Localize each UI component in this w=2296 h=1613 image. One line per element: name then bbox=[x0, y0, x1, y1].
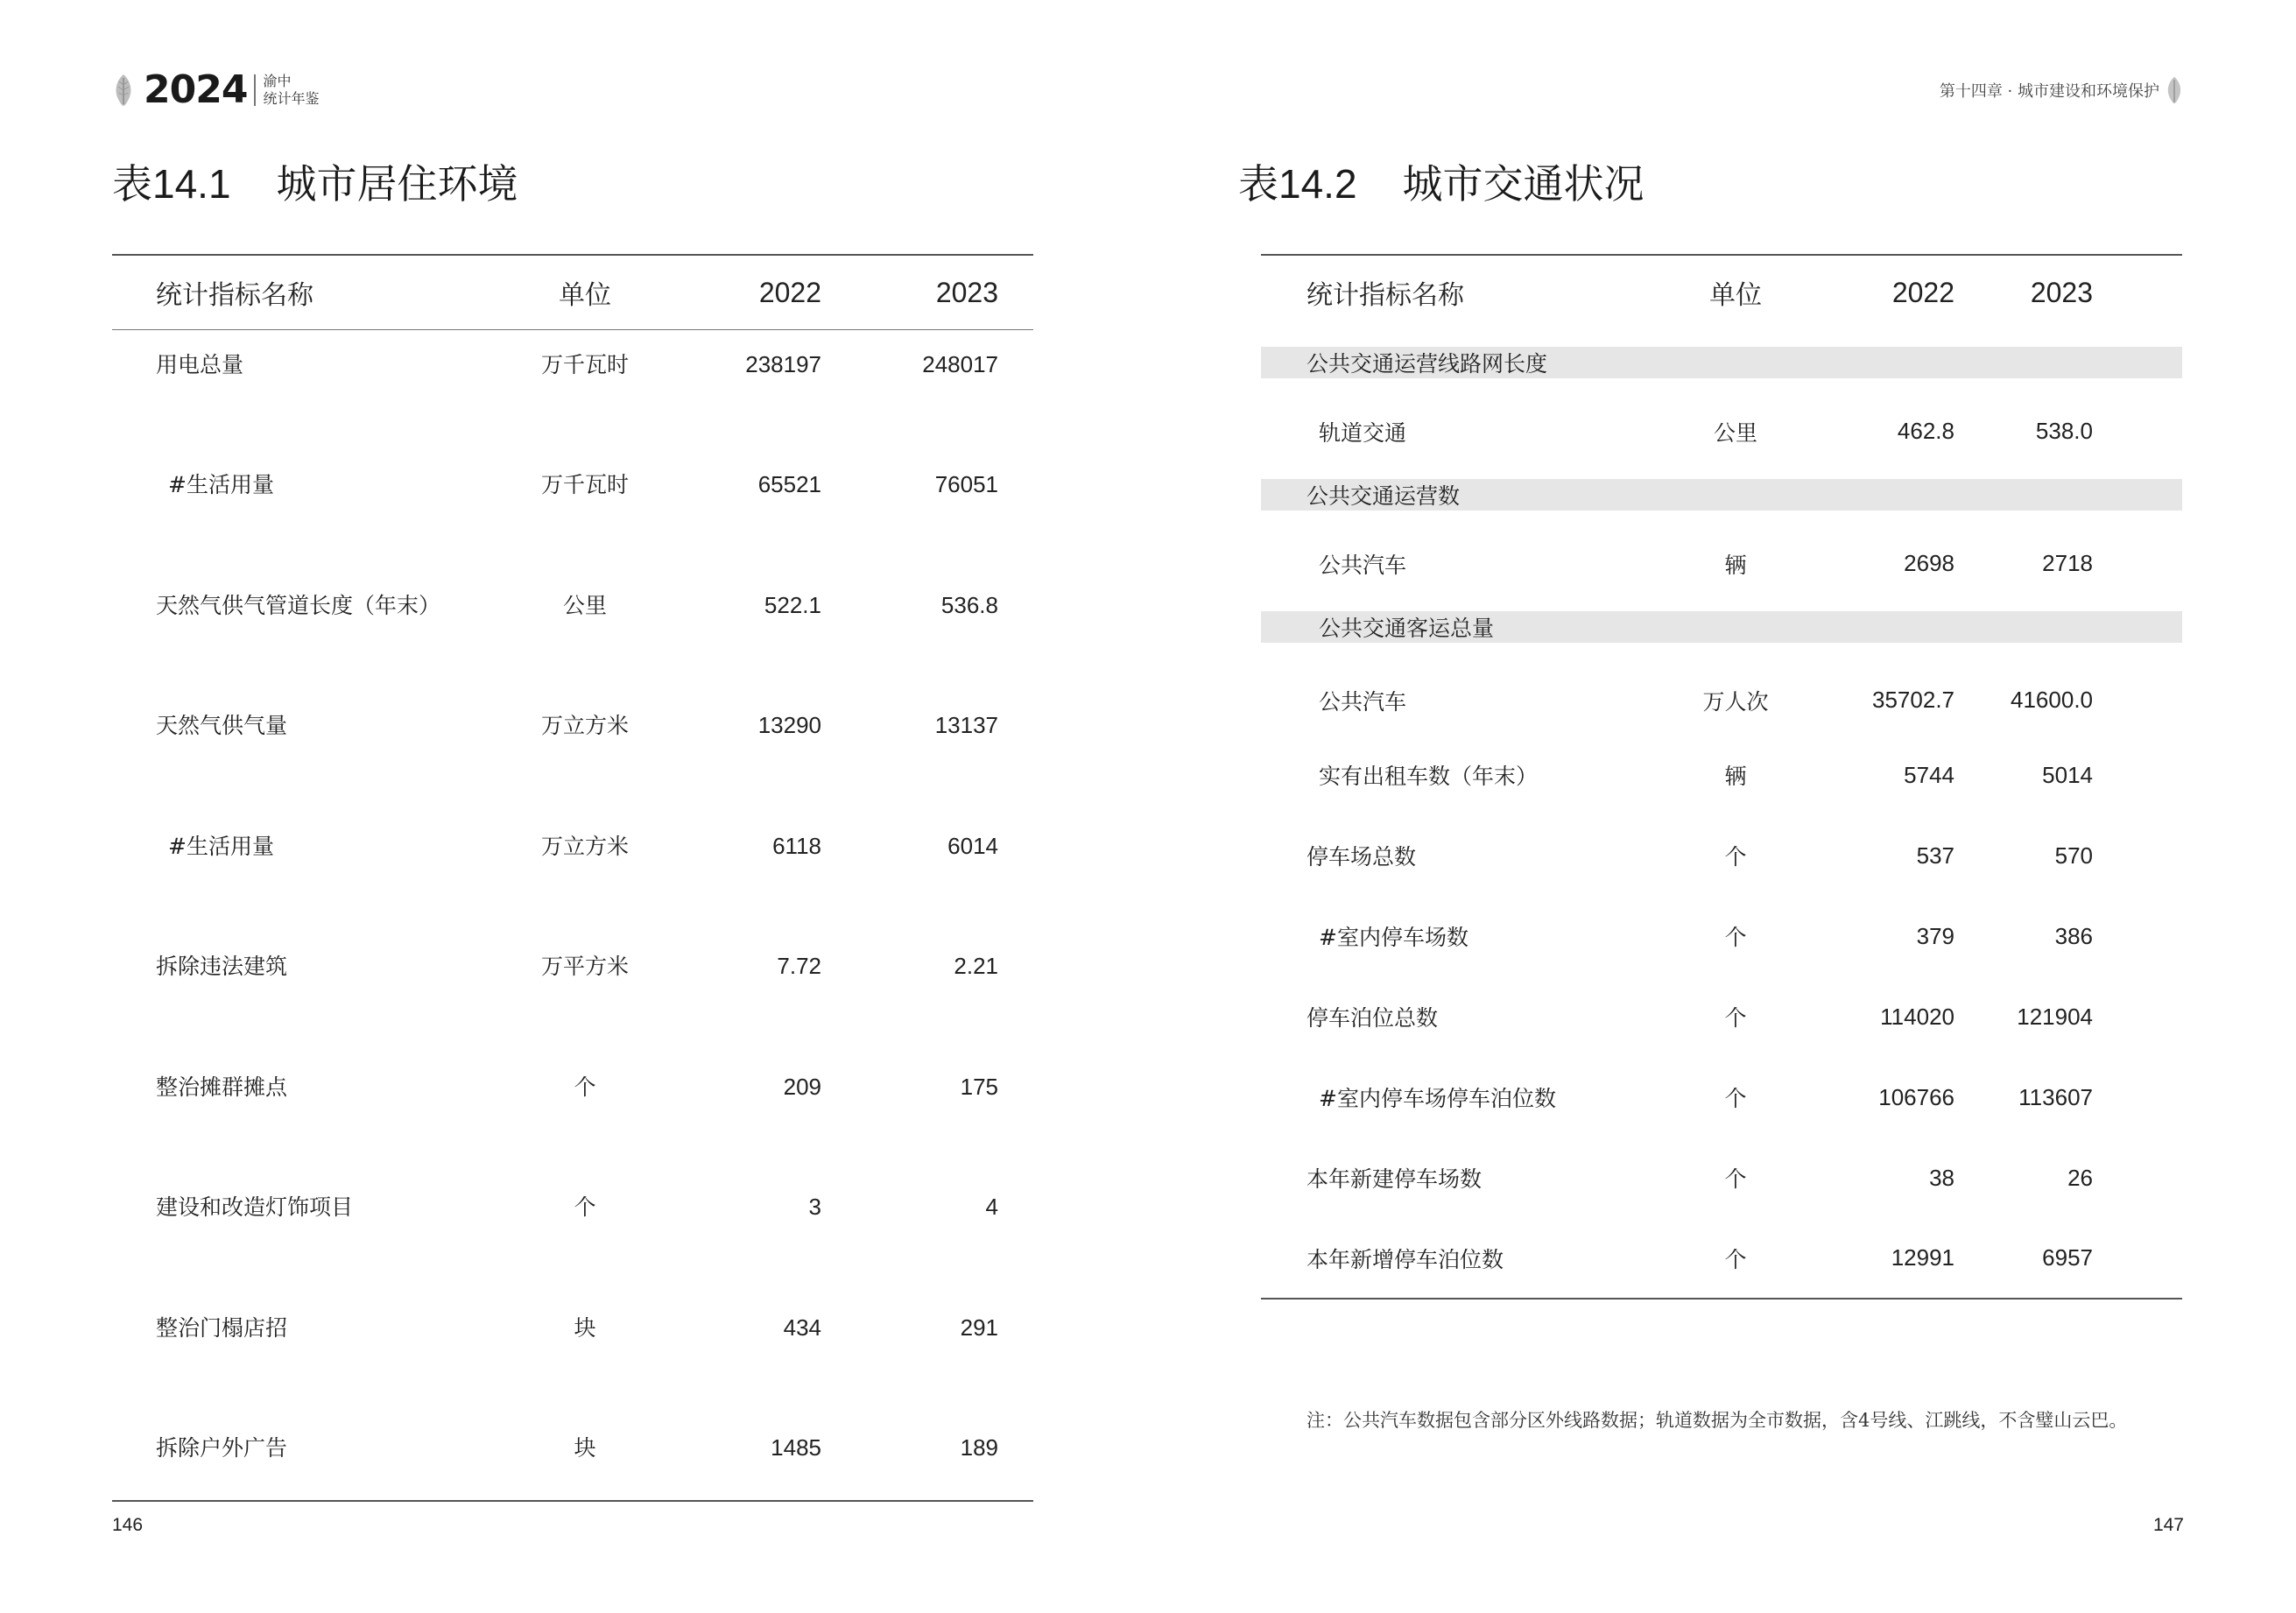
leaf-ornament-icon bbox=[2165, 75, 2184, 105]
row-value-2022: 522.1 bbox=[764, 591, 821, 618]
col-2023: 2023 bbox=[2030, 276, 2093, 308]
row-name: 公共汽车 bbox=[1319, 688, 1407, 715]
row-unit: 万平方米 bbox=[540, 954, 629, 979]
row-unit: 个 bbox=[1724, 925, 1747, 950]
table-row bbox=[1261, 390, 2182, 470]
row-name: 整治摊群摊点 bbox=[156, 1074, 288, 1100]
row-unit: 辆 bbox=[1724, 552, 1747, 578]
row-unit: 公里 bbox=[562, 592, 607, 618]
row-value-2022: 13290 bbox=[757, 712, 821, 738]
row-unit: 个 bbox=[574, 1194, 596, 1220]
row-value-2023: 2718 bbox=[2042, 550, 2093, 576]
group-label: 公共交通运营数 bbox=[1306, 470, 2182, 522]
table-14-1 bbox=[112, 254, 1033, 1502]
row-value-2022: 462.8 bbox=[1897, 418, 1954, 444]
row-name: 天然气供气量 bbox=[156, 713, 288, 738]
table-footnote: 注：公共汽车数据包含部分区外线路数据；轨道数据为全市数据，含4号线、江跳线，不含璧山云巴。 bbox=[1306, 1410, 2128, 1431]
row-unit: 万千瓦时 bbox=[540, 472, 629, 497]
row-unit: 块 bbox=[574, 1314, 596, 1341]
row-name: 实有出租车数（年末） bbox=[1319, 764, 1539, 789]
table-row bbox=[1261, 1057, 2182, 1138]
table-row bbox=[1261, 522, 2182, 602]
row-value-2022: 6118 bbox=[772, 832, 821, 859]
row-name: 建设和改造灯饰项目 bbox=[156, 1194, 354, 1220]
page-number-right: 147 bbox=[2152, 1515, 2184, 1535]
row-value-2023: 26 bbox=[2067, 1164, 2093, 1191]
table-row bbox=[112, 571, 1033, 692]
row-unit: 个 bbox=[1724, 844, 1747, 870]
row-value-2022: 35702.7 bbox=[1872, 687, 1954, 713]
table-row bbox=[112, 1173, 1033, 1293]
table-row bbox=[1261, 735, 2182, 815]
chapter-title: 第十四章 · 城市建设和环境保护 bbox=[1939, 82, 2159, 101]
table-number: 表14.2 bbox=[1238, 161, 1357, 207]
yearbook-year: 2024 bbox=[144, 67, 248, 112]
chapter-header bbox=[1940, 75, 2184, 105]
row-unit: 公里 bbox=[1713, 419, 1757, 446]
row-value-2023: 76051 bbox=[934, 471, 998, 497]
col-2022: 2022 bbox=[758, 276, 821, 308]
row-value-2023: 291 bbox=[960, 1314, 998, 1341]
table-14-2 bbox=[1261, 254, 2182, 1300]
row-value-2022: 38 bbox=[1929, 1164, 1954, 1191]
table-row bbox=[112, 932, 1033, 1053]
row-name: 本年新建停车场数 bbox=[1306, 1166, 1483, 1192]
row-value-2023: 175 bbox=[960, 1073, 998, 1100]
table-row bbox=[112, 1293, 1033, 1414]
group-label: 公共交通运营线路网长度 bbox=[1306, 338, 2182, 390]
row-name: #生活用量 bbox=[168, 472, 274, 497]
row-value-2023: 248017 bbox=[922, 351, 998, 377]
table-row bbox=[112, 450, 1033, 571]
row-value-2022: 537 bbox=[1916, 842, 1954, 869]
table-14-2-title bbox=[1238, 158, 1645, 210]
page-number-left: 146 bbox=[112, 1515, 144, 1535]
col-unit: 单位 bbox=[1709, 280, 1762, 311]
table-header-row bbox=[1261, 255, 2182, 338]
row-value-2022: 2698 bbox=[1904, 550, 1954, 576]
yearbook-name-line1: 渝中 bbox=[263, 73, 292, 89]
yearbook-name bbox=[263, 73, 319, 108]
group-row-operating-count bbox=[1261, 470, 2182, 522]
row-name: 本年新增停车泊位数 bbox=[1306, 1246, 1504, 1272]
group-label: 公共交通客运总量 bbox=[1306, 602, 2182, 654]
row-value-2022: 238197 bbox=[745, 351, 821, 377]
row-value-2023: 41600.0 bbox=[2011, 687, 2093, 713]
row-name: 拆除户外广告 bbox=[156, 1435, 288, 1461]
row-name: #室内停车场停车泊位数 bbox=[1319, 1086, 1556, 1111]
col-unit: 单位 bbox=[559, 280, 611, 311]
row-value-2023: 189 bbox=[960, 1434, 998, 1461]
row-unit: 个 bbox=[1724, 1166, 1747, 1192]
table-row bbox=[112, 1413, 1033, 1501]
row-value-2023: 538.0 bbox=[2035, 418, 2093, 444]
row-unit: 个 bbox=[1724, 1005, 1747, 1031]
table-name: 城市居住环境 bbox=[276, 160, 518, 208]
row-name: 拆除违法建筑 bbox=[156, 954, 288, 979]
table-row bbox=[1261, 654, 2182, 735]
table-row bbox=[112, 691, 1033, 812]
table-row bbox=[112, 330, 1033, 451]
row-value-2022: 434 bbox=[783, 1314, 821, 1341]
row-value-2023: 121904 bbox=[2017, 1003, 2093, 1030]
row-value-2022: 106766 bbox=[1878, 1083, 1954, 1110]
row-value-2023: 6957 bbox=[2042, 1244, 2093, 1271]
row-value-2023: 13137 bbox=[934, 712, 998, 738]
row-name: #室内停车场数 bbox=[1319, 925, 1468, 950]
row-name: 轨道交通 bbox=[1319, 419, 1407, 446]
row-name: #生活用量 bbox=[168, 833, 274, 859]
col-2022: 2022 bbox=[1891, 276, 1954, 308]
row-name: 天然气供气管道长度（年末） bbox=[156, 592, 441, 618]
row-unit: 万立方米 bbox=[540, 713, 629, 738]
row-unit: 个 bbox=[1724, 1086, 1747, 1111]
row-value-2023: 536.8 bbox=[940, 591, 998, 618]
leaf-logo-icon bbox=[112, 73, 135, 108]
table-row bbox=[112, 1053, 1033, 1173]
row-unit: 万千瓦时 bbox=[540, 352, 629, 377]
row-unit: 辆 bbox=[1724, 764, 1747, 789]
table-row bbox=[1261, 1138, 2182, 1218]
table-row bbox=[1261, 815, 2182, 896]
col-indicator-name: 统计指标名称 bbox=[1306, 280, 1464, 311]
row-value-2023: 386 bbox=[2054, 922, 2093, 949]
row-value-2022: 114020 bbox=[1880, 1003, 1954, 1030]
row-name: 停车泊位总数 bbox=[1306, 1005, 1439, 1031]
row-unit: 块 bbox=[574, 1435, 596, 1461]
yearbook-brand bbox=[112, 68, 319, 112]
table-name: 城市交通状况 bbox=[1402, 160, 1645, 208]
row-value-2022: 12991 bbox=[1891, 1244, 1954, 1271]
table-row bbox=[1261, 1218, 2182, 1299]
row-value-2023: 113607 bbox=[2018, 1083, 2093, 1110]
col-indicator-name: 统计指标名称 bbox=[156, 280, 313, 311]
table-number: 表14.1 bbox=[112, 161, 231, 207]
row-unit: 万立方米 bbox=[540, 833, 629, 859]
row-value-2022: 379 bbox=[1916, 922, 1954, 949]
row-value-2022: 209 bbox=[783, 1073, 821, 1100]
row-value-2022: 3 bbox=[808, 1194, 821, 1220]
row-value-2023: 570 bbox=[2054, 842, 2093, 869]
row-name: 用电总量 bbox=[156, 352, 244, 377]
group-row-network-length bbox=[1261, 338, 2182, 390]
row-unit: 个 bbox=[574, 1074, 596, 1100]
row-unit: 个 bbox=[1724, 1246, 1747, 1272]
row-name: 公共汽车 bbox=[1319, 552, 1407, 578]
group-row-passenger-volume bbox=[1261, 602, 2182, 654]
table-14-1-title bbox=[112, 158, 518, 210]
row-value-2022: 65521 bbox=[757, 471, 821, 497]
table-row bbox=[1261, 896, 2182, 976]
row-value-2023: 5014 bbox=[2042, 761, 2093, 788]
table-row bbox=[112, 812, 1033, 933]
table-row bbox=[1261, 976, 2182, 1057]
row-value-2023: 4 bbox=[985, 1194, 998, 1220]
row-value-2023: 6014 bbox=[947, 832, 998, 859]
row-value-2023: 2.21 bbox=[954, 953, 998, 979]
col-2023: 2023 bbox=[935, 276, 998, 308]
row-unit: 万人次 bbox=[1702, 688, 1769, 715]
row-name: 整治门榻店招 bbox=[156, 1314, 288, 1341]
row-name: 停车场总数 bbox=[1306, 844, 1417, 870]
row-value-2022: 7.72 bbox=[777, 953, 821, 979]
brand-divider bbox=[254, 74, 256, 106]
row-value-2022: 5744 bbox=[1904, 761, 1954, 788]
row-value-2022: 1485 bbox=[771, 1434, 821, 1461]
table-header-row bbox=[112, 255, 1033, 330]
yearbook-name-line2: 统计年鉴 bbox=[263, 90, 320, 107]
